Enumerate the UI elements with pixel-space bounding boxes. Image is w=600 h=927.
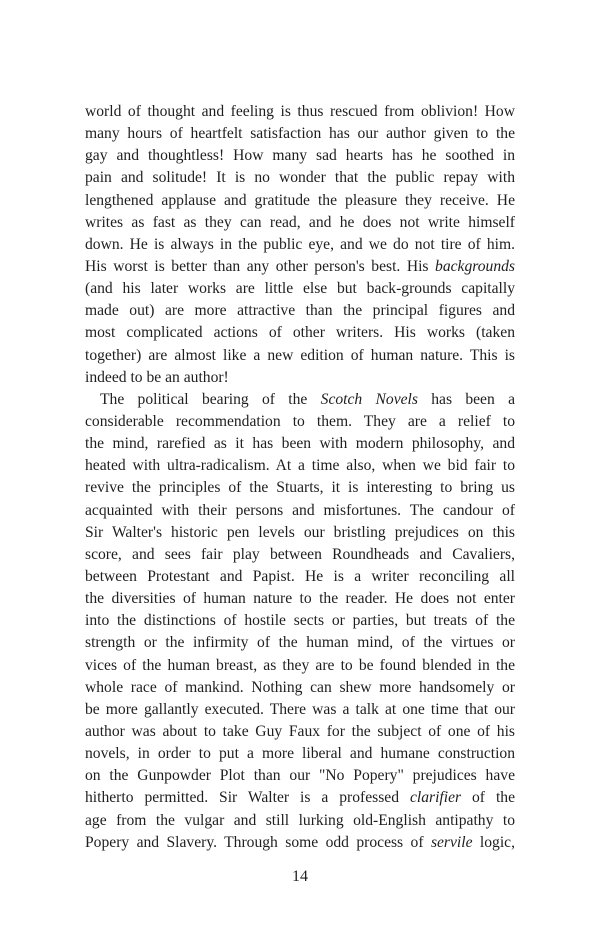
- text-run: hitherto permitted. Sir Walter is a professed: [85, 789, 410, 807]
- text-line: whole race of mankind. Nothing can shew more handsomely or: [85, 678, 515, 696]
- text-line: gay and thoughtless! How many sad hearts has he soothed in: [85, 147, 515, 165]
- text-line: strength or the infirmity of the human mind, of the virtues or: [85, 634, 515, 652]
- text-line: [85, 787, 515, 809]
- text-line: (and his later works are little else but back-grounds capitally: [85, 280, 515, 298]
- text-line: made out) are more attractive than the principal figures and: [85, 302, 515, 320]
- text-run: His worst is better than any other person's best. His: [85, 257, 436, 275]
- text-line: most complicated actions of other writers. His works (taken: [85, 324, 515, 342]
- text-line: score, and sees fair play between Roundheads and Cavaliers,: [85, 545, 515, 563]
- text-run: Popery and Slavery. Through some odd process of: [85, 833, 431, 851]
- text-line: acquainted with their persons and misfortunes. The candour of: [85, 501, 515, 519]
- text-line: into the distinctions of hostile sects or parties, but treats of the: [85, 612, 515, 630]
- text-run: logic,: [472, 833, 515, 851]
- text-run: The political bearing of the: [100, 390, 321, 408]
- text-line: vices of the human breast, as they are to be found blended in the: [85, 656, 515, 674]
- body-text: [85, 101, 515, 854]
- text-line: indeed to be an author!: [85, 368, 229, 386]
- text-line: [85, 256, 515, 278]
- text-line: Sir Walter's historic pen levels our bristling prejudices on this: [85, 523, 515, 541]
- text-line: novels, in order to put a more liberal and humane construction: [85, 745, 515, 763]
- text-line: many hours of heartfelt satisfaction has our author given to the: [85, 125, 515, 143]
- text-line: pain and solitude! It is no wonder that the public repay with: [85, 169, 515, 187]
- text-line: the diversities of human nature to the reader. He does not enter: [85, 590, 515, 608]
- text-line: considerable recommendation to them. They are a relief to: [85, 412, 515, 430]
- page-number: 14: [292, 868, 308, 885]
- text-line: heated with ultra-radicalism. At a time also, when we bid fair to: [85, 457, 515, 475]
- text-line: together) are almost like a new edition of human nature. This is: [85, 346, 515, 364]
- text-line: world of thought and feeling is thus rescued from oblivion! How: [85, 103, 515, 120]
- text-line: lengthened applause and gratitude the pleasure they receive. He: [85, 191, 515, 209]
- text-run: of the: [461, 789, 515, 807]
- text-line: between Protestant and Papist. He is a writer reconciling all: [85, 567, 515, 585]
- text-line: be more gallantly executed. There was a talk at one time that our: [85, 700, 515, 718]
- text-line: [85, 389, 515, 411]
- text-line: age from the vulgar and still lurking old-English antipathy to: [85, 811, 515, 829]
- italic-term: servile: [430, 833, 473, 851]
- text-line: on the Gunpowder Plot than our "No Popery" prejudices have: [85, 767, 515, 785]
- text-run: has been a: [417, 390, 515, 408]
- italic-term: clarifier: [409, 789, 462, 807]
- text-line: [85, 832, 515, 854]
- text-line: author was about to take Guy Faux for the subject of one of his: [85, 722, 515, 740]
- text-line: revive the principles of the Stuarts, it is interesting to bring us: [85, 479, 515, 497]
- italic-term: backgrounds: [435, 257, 515, 275]
- italic-title: Scotch Novels: [320, 390, 418, 408]
- text-line: the mind, rarefied as it has been with modern philosophy, and: [85, 435, 515, 453]
- text-line: writes as fast as they can read, and he does not write himself: [85, 213, 515, 231]
- text-line: down. He is always in the public eye, and we do not tire of him.: [85, 235, 515, 253]
